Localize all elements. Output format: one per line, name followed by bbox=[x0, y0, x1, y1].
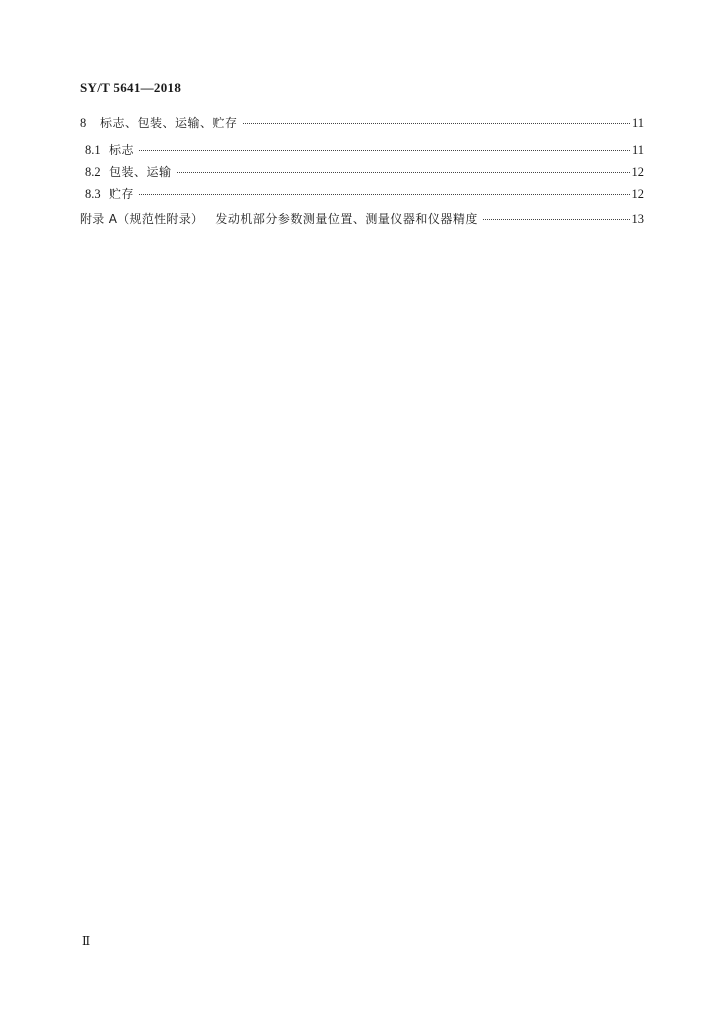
standard-number-header: SY/T 5641—2018 bbox=[80, 80, 182, 95]
toc-entry-title: 标志 bbox=[109, 143, 135, 157]
toc-entry-8-1[interactable] bbox=[85, 143, 644, 157]
toc-entry-appendix-a[interactable] bbox=[80, 212, 644, 226]
appendix-label: 附录 A（规范性附录） bbox=[80, 212, 204, 226]
page-number-footer: Ⅱ bbox=[82, 934, 91, 948]
toc-entry-page: 13 bbox=[631, 212, 644, 226]
toc-entry-8-3[interactable] bbox=[85, 187, 644, 201]
toc-entry-number: 8.2 bbox=[85, 165, 101, 179]
dot-leader bbox=[243, 123, 630, 124]
toc-entry-number: 8 bbox=[80, 116, 87, 130]
toc-entry-number: 8.1 bbox=[85, 143, 101, 157]
toc-entry-8-2[interactable] bbox=[85, 165, 644, 179]
dot-leader bbox=[483, 219, 630, 220]
dot-leader bbox=[139, 150, 630, 151]
dot-leader bbox=[177, 172, 630, 173]
dot-leader bbox=[139, 194, 629, 195]
toc-entry-page: 12 bbox=[631, 187, 644, 201]
toc-entry-title: 标志、包装、运输、贮存 bbox=[100, 116, 238, 130]
toc-entry-number: 8.3 bbox=[85, 187, 101, 201]
table-of-contents bbox=[80, 116, 644, 239]
toc-entry-8[interactable] bbox=[80, 116, 644, 130]
toc-entry-page: 11 bbox=[631, 116, 644, 130]
toc-entry-title: 贮存 bbox=[109, 187, 135, 201]
toc-entry-page: 12 bbox=[631, 165, 644, 179]
toc-entry-page: 11 bbox=[631, 143, 644, 157]
toc-entry-title: 发动机部分参数测量位置、测量仪器和仪器精度 bbox=[215, 212, 478, 226]
toc-entry-title: 包装、运输 bbox=[109, 165, 172, 179]
